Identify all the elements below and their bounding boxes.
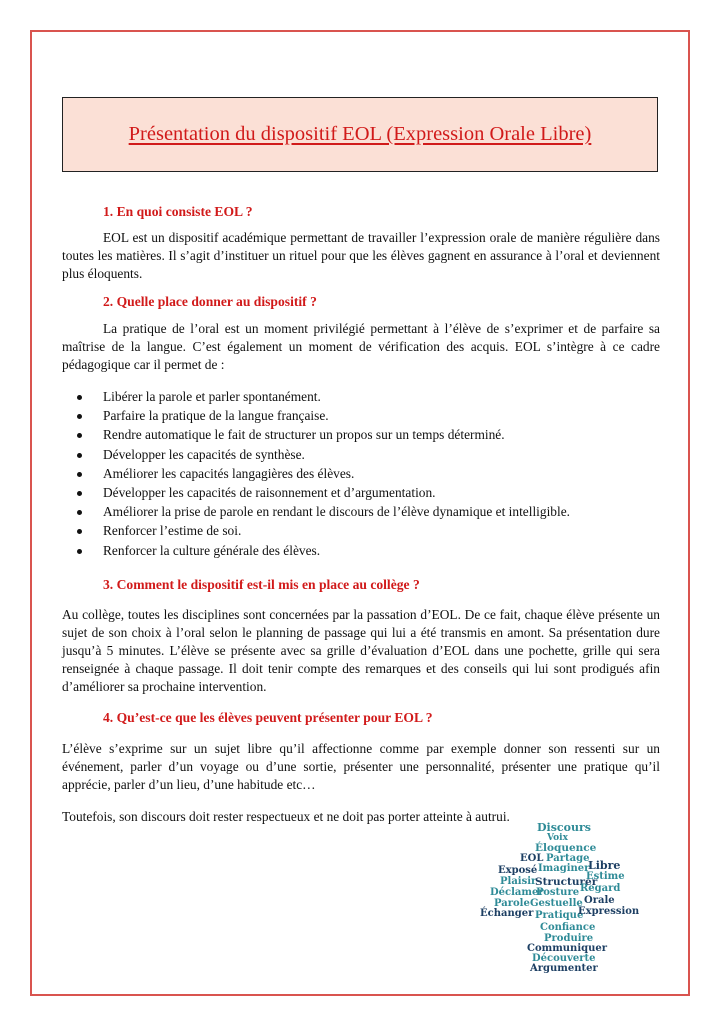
document-body bbox=[62, 203, 660, 826]
word-cloud-word: Éloquence bbox=[535, 842, 597, 854]
document-title: Présentation du dispositif EOL (Expression Orale Libre) bbox=[128, 123, 592, 145]
list-item bbox=[62, 445, 660, 464]
bullet-icon bbox=[77, 510, 82, 515]
word-cloud-word: Expression bbox=[578, 906, 640, 917]
word-cloud-word: Pratique bbox=[535, 910, 584, 921]
word-cloud-word: Communiquer bbox=[527, 943, 608, 954]
word-cloud-word: Gestuelle bbox=[530, 898, 583, 909]
benefits-list bbox=[62, 387, 660, 560]
word-cloud-word: Structurer bbox=[535, 876, 598, 888]
word-cloud-word: Déclamer bbox=[490, 887, 544, 898]
bullet-icon bbox=[77, 414, 82, 419]
bullet-icon bbox=[77, 549, 82, 554]
word-cloud-word: Découverte bbox=[532, 953, 596, 964]
word-cloud-word: Orale bbox=[584, 895, 615, 906]
list-item bbox=[62, 483, 660, 502]
list-item bbox=[62, 425, 660, 444]
word-cloud-word: Discours bbox=[537, 821, 591, 834]
section-4-paragraph: L’élève s’exprime sur un sujet libre qu’il affectionne comme par exemple donner son ressenti sur un événement, parler d’un voyage ou d’une sortie, présenter une personnalité, présenter une pratique qu’il apprécie, parler d’un lieu, d’une habitude etc… bbox=[62, 740, 660, 792]
word-cloud-word: Partage bbox=[546, 853, 590, 864]
list-item-text: Parfaire la pratique de la langue française. bbox=[103, 408, 329, 424]
section-2-paragraph: La pratique de l’oral est un moment privilégié permettant à l’élève de s’exprimer et de parfaire sa maîtrise de la langue. C’est également un moment de vérification des acquis. EOL s’intègre à ce cadre pédagogique car il permet de : bbox=[62, 321, 660, 372]
bullet-icon bbox=[77, 433, 82, 438]
word-cloud-word: Voix bbox=[547, 833, 568, 843]
list-item-text: Libérer la parole et parler spontanément. bbox=[103, 389, 321, 404]
word-cloud-word: Parole bbox=[494, 898, 530, 909]
word-cloud-word: Exposé bbox=[498, 865, 538, 876]
word-cloud-word: Regard bbox=[580, 883, 621, 894]
section-4-closing-paragraph: Toutefois, son discours doit rester respectueux et ne doit pas porter atteinte à autrui. bbox=[62, 808, 510, 824]
word-cloud-word: Plaisir bbox=[500, 876, 537, 887]
list-item bbox=[62, 502, 660, 521]
bullet-icon bbox=[77, 529, 82, 534]
list-item-text: Développer les capacités de raisonnement et d’argumentation. bbox=[103, 484, 436, 500]
section-1-paragraph: EOL est un dispositif académique permettant de travailler l’expression orale de manière régulière dans toutes les matières. Il s’agit d’instituer un rituel pour que les élèves gagnent en assurance à l’oral et deviennent plus éloquents. bbox=[62, 230, 660, 281]
list-item-text: Développer les capacités de synthèse. bbox=[103, 446, 305, 462]
bullet-icon bbox=[77, 395, 82, 400]
word-cloud-word: Argumenter bbox=[530, 963, 598, 974]
list-item-text: Améliorer la prise de parole en rendant le discours de l’élève dynamique et intelligible. bbox=[103, 504, 571, 520]
word-cloud bbox=[480, 822, 640, 972]
list-item-text: Renforcer la culture générale des élèves. bbox=[103, 542, 321, 558]
list-item bbox=[62, 387, 660, 406]
list-item-text: Améliorer les capacités langagières des élèves. bbox=[103, 465, 355, 481]
bullet-icon bbox=[77, 491, 82, 496]
list-item bbox=[62, 464, 660, 483]
list-item-text: Renforcer l’estime de soi. bbox=[103, 523, 242, 539]
section-2-heading: 2. Quelle place donner au dispositif ? bbox=[103, 294, 317, 309]
word-cloud-word: Confiance bbox=[540, 922, 596, 933]
word-cloud-word: EOL bbox=[520, 853, 544, 864]
section-4-heading: 4. Qu’est-ce que les élèves peuvent présenter pour EOL ? bbox=[103, 709, 433, 725]
bullet-icon bbox=[77, 472, 82, 477]
word-cloud-word: Produire bbox=[544, 933, 594, 944]
word-cloud-word: Libre bbox=[588, 859, 621, 872]
list-item-text: Rendre automatique le fait de structurer un propos sur un temps déterminé. bbox=[103, 427, 505, 443]
bullet-icon bbox=[77, 453, 82, 458]
list-item bbox=[62, 541, 660, 560]
word-cloud-word: Imaginer bbox=[538, 863, 590, 874]
list-item bbox=[62, 406, 660, 425]
section-3-paragraph: Au collège, toutes les disciplines sont concernées par la passation d’EOL. De ce fait, chaque élève présente un sujet de son choix à l’oral selon le planning de passage qui lui a été transmis en amont. Sa présentation dure jusqu’à 5 minutes. L’élève se présente avec sa grille d’évaluation d’EOL dans une pochette, grille qui sera renseignée à chaque passage. Il doit tenir compte des remarques et des conseils qui lui sont prodigués afin d’améliorer sa prochaine intervention. bbox=[62, 606, 660, 694]
section-3-heading: 3. Comment le dispositif est-il mis en place au collège ? bbox=[103, 576, 420, 592]
word-cloud-word: Posture bbox=[536, 887, 580, 898]
word-cloud-word: Estime bbox=[586, 871, 625, 882]
title-box bbox=[62, 97, 658, 172]
list-item bbox=[62, 521, 660, 540]
word-cloud-word: Échanger bbox=[480, 908, 534, 919]
section-1-heading: 1. En quoi consiste EOL ? bbox=[103, 204, 253, 219]
